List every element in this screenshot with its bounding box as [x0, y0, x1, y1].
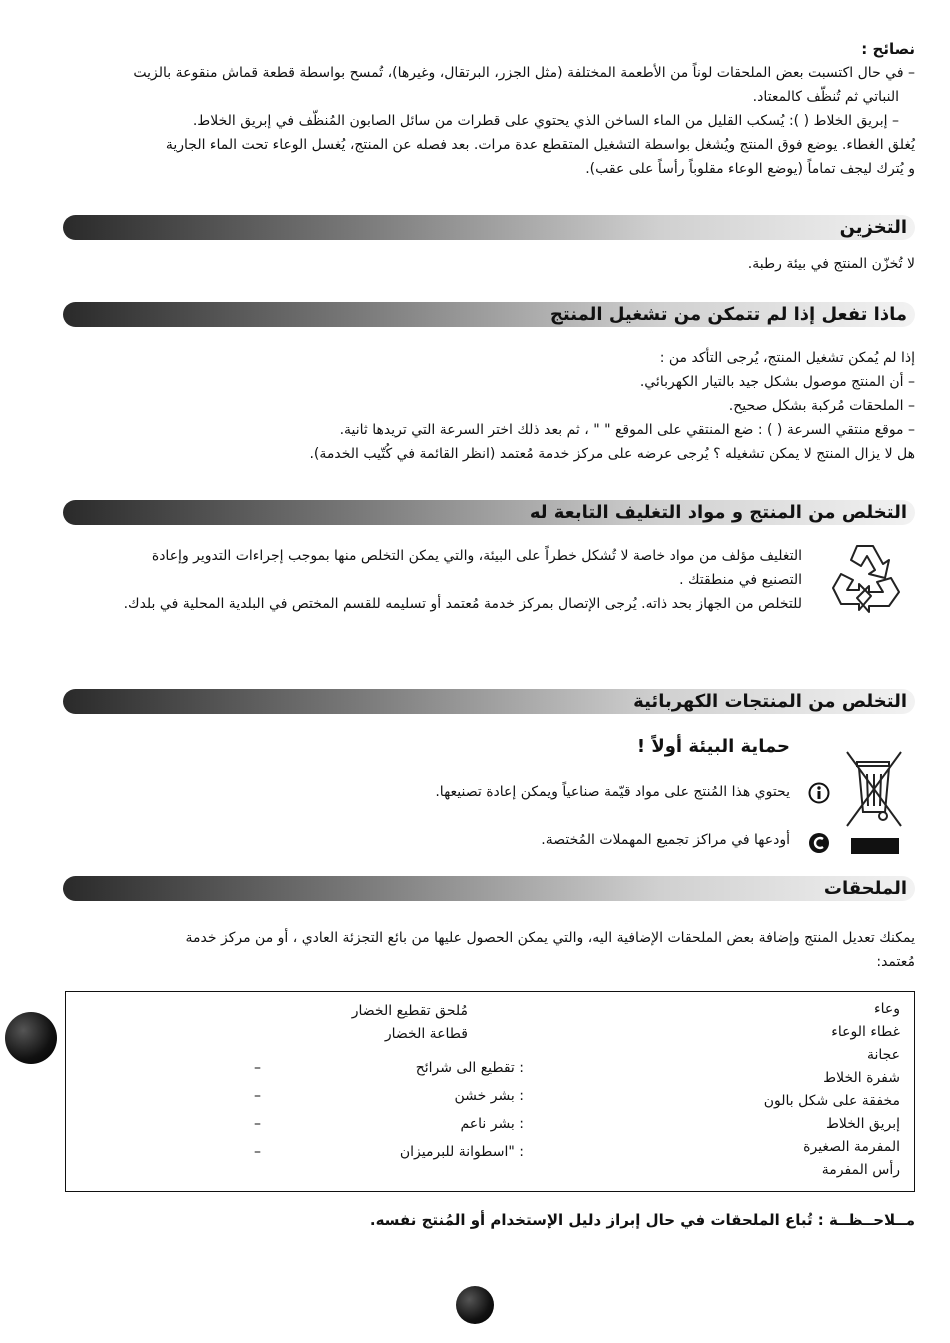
tips-line: و يُترك ليجف تماماً (يوضع الوعاء مقلوباً رأساً على عقب). — [585, 161, 915, 177]
disposal-electrical-subtitle: حماية البيئة أولاً ! — [636, 736, 790, 757]
troubleshooting-line: – موقع منتقي السرعة ( ) : ضع المنتقي على الموقع " " ، ثم بعد ذلك اختر السرعة التي تريدها ثانية. — [339, 422, 915, 438]
accessories-title: الملحقات — [823, 878, 907, 899]
accessory-item: إبريق الخلاط — [825, 1116, 900, 1132]
cutter-item — [254, 1082, 524, 1110]
tips-line: – إبريق الخلاط ( ): يُسكب القليل من الماء الساخن الذي يحتوي على قطرات من سائل الصابون المُنظّف في إبريق الخلاط. — [192, 113, 899, 129]
cutter-item — [254, 1138, 524, 1166]
troubleshooting-line: – الملحقات مُركبة بشكل صحيح. — [728, 398, 915, 414]
accessory-item: غطاء الوعاء — [831, 1024, 900, 1040]
cutter-dash: – — [254, 1088, 261, 1104]
disposal-packaging-body — [67, 544, 802, 616]
cutter-label: : بشر ناعم — [460, 1116, 524, 1132]
tips-line: – في حال اكتسبت بعض الملحقات لوناً من الأطعمة المختلفة (مثل الجزر، البرتقال، وغيرها)، تُمسح بواسطة قطعة قماش منقوعة بالزيت — [133, 65, 915, 81]
tips-title: نصائح : — [861, 40, 915, 58]
accessory-item: المفرمة الصغيرة — [803, 1139, 900, 1155]
troubleshooting-line: إذا لم يُمكن تشغيل المنتج، يُرجى التأكد من : — [659, 350, 915, 366]
disposal-electrical-header-bar — [63, 689, 915, 714]
cutter-item — [254, 1054, 524, 1082]
troubleshooting-title: ماذا تفعل إذا لم تتمكن من تشغيل المنتج — [549, 304, 907, 325]
accessory-item: رأس المفرمة — [821, 1162, 900, 1178]
disposal-packaging-line: التغليف مؤلف من مواد خاصة لا تُشكل خطراً على البيئة، والتي يمكن التخلص منها بموجب إجراءات التدوير وإعادة — [151, 548, 802, 564]
accessory-item: عجانة — [866, 1047, 900, 1063]
storage-title: التخزين — [839, 217, 907, 238]
accessory-item: قطاعة الخضار — [384, 1026, 468, 1042]
cutter-dash: – — [254, 1060, 261, 1076]
cutters-list — [254, 1054, 524, 1166]
disposal-packaging-line: للتخلص من الجهاز بحد ذاته. يُرجى الإتصال بمركز خدمة مُعتمد أو تسليمه للقسم المختص في البلدية المحلية في بلدك. — [123, 596, 802, 612]
accessories-intro-line: يمكنك تعديل المنتج وإضافة بعض الملحقات الإضافية اليه، والتي يمكن الحصول عليها من بائع التجزئة العادي ، أو من مركز خدمة — [185, 930, 915, 946]
accessory-item: مخفقة على شكل بالون — [763, 1093, 900, 1109]
accessories-left-column — [352, 1000, 468, 1046]
tips-line: النباتي ثم تُنظّف كالمعتاد. — [752, 89, 899, 105]
page-number-circle — [456, 1286, 494, 1324]
troubleshooting-line: – أن المنتج موصول بشكل جيد بالتيار الكهربائي. — [639, 374, 915, 390]
accessories-box — [65, 991, 915, 1192]
disposal-packaging-line: التصنيع في منطقتك . — [679, 572, 802, 588]
accessories-intro-line: مُعتمد: — [876, 954, 915, 970]
cutter-item — [254, 1110, 524, 1138]
disposal-packaging-title: التخلص من المنتج و مواد التغليف التابعة له — [529, 502, 907, 523]
accessories-note: مــلاحــظــة : تُباع الملحقات في حال إبراز دليل الإستخدام أو المُنتج نفسه. — [369, 1211, 915, 1229]
cutter-dash: – — [254, 1116, 261, 1132]
cutter-label: : تقطيع الى شرائح — [415, 1060, 524, 1076]
recycle-icon — [827, 540, 905, 616]
cutter-label: : بشر خشن — [454, 1088, 524, 1104]
tips-body — [65, 61, 915, 181]
disposal-packaging-header-bar — [63, 500, 915, 525]
disposal-electrical-item1: يحتوي هذا المُنتج على مواد قيّمة صناعياً ويمكن إعادة تصنيعها. — [435, 784, 790, 800]
cutter-dash: – — [254, 1144, 261, 1160]
troubleshooting-line: هل لا يزال المنتج لا يمكن تشغيله ؟ يُرجى عرضه على مركز خدمة مُعتمد (انظر القائمة في كُتّيب الخدمة). — [309, 446, 915, 462]
info-icon — [808, 782, 830, 804]
crossed-bin-icon — [843, 748, 905, 856]
accessory-item: مُلحق تقطيع الخضار — [351, 1003, 468, 1019]
accessories-right-column — [764, 998, 900, 1182]
side-tab-circle — [5, 1012, 57, 1064]
troubleshooting-body — [65, 346, 915, 466]
tips-line: يُغلق الغطاء. يوضع فوق المنتج ويُشغل بواسطة التشغيل المتقطع عدة مرات. بعد فصله عن المنتج، يُغسل الوعاء تحت الماء الجارية — [165, 137, 915, 153]
troubleshooting-header-bar — [63, 302, 915, 327]
storage-text: لا تُخزّن المنتج في بيئة رطبة. — [747, 256, 915, 272]
disposal-electrical-title: التخلص من المنتجات الكهربائية — [633, 691, 907, 712]
cutter-label: : "اسطوانة للبرميزان — [399, 1144, 524, 1160]
accessories-header-bar — [63, 876, 915, 901]
accessory-item: وعاء — [874, 1001, 900, 1017]
tips-section — [65, 37, 915, 181]
disposal-electrical-item2: أودعها في مراكز تجميع المهملات المُختصة. — [541, 832, 790, 848]
collection-point-icon — [808, 832, 830, 854]
accessories-intro — [65, 926, 915, 974]
accessory-item: شفرة الخلاط — [823, 1070, 900, 1086]
storage-header-bar — [63, 215, 915, 240]
